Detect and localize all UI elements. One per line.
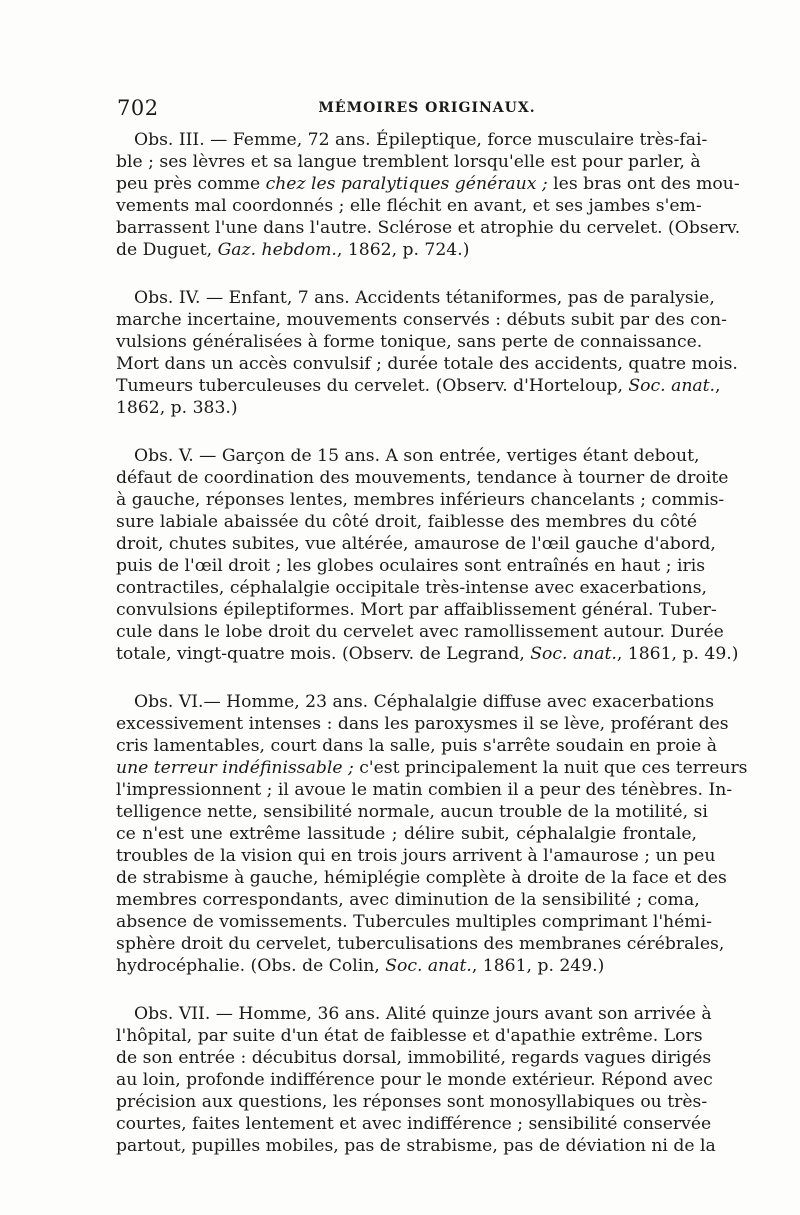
observation-vii bbox=[116, 1003, 716, 1157]
text-line: vulsions généralisées à forme tonique, sans perte de connaissance. bbox=[116, 332, 703, 352]
text-line: barrassent l'une dans l'autre. Sclérose et atrophie du cervelet. (Observ. bbox=[116, 218, 741, 238]
journal-title: Soc. anat. bbox=[530, 644, 617, 664]
text-line: au loin, profonde indifférence pour le monde extérieur. Répond avec bbox=[116, 1070, 713, 1090]
text-line: contractiles, céphalalgie occipitale très-intense avec exacerbations, bbox=[116, 578, 708, 598]
journal-title: Soc. anat. bbox=[385, 956, 472, 976]
text-line: l'impressionnent ; il avoue le matin combien il a peur des ténèbres. In- bbox=[116, 780, 733, 800]
text-line: défaut de coordination des mouvements, tendance à tourner de droite bbox=[116, 468, 729, 488]
text-line: convulsions épileptiformes. Mort par affaiblissement général. Tuber- bbox=[116, 600, 717, 620]
text-line: Obs. VI.— Homme, 23 ans. Céphalalgie diffuse avec exacerbations bbox=[134, 692, 715, 712]
italic-phrase: une terreur indéfinissable ; bbox=[116, 758, 354, 778]
running-title: MÉMOIRES ORIGINAUX. bbox=[318, 100, 536, 116]
text-line: sphère droit du cervelet, tuberculisations des membranes cérébrales, bbox=[116, 934, 725, 954]
text-line: de strabisme à gauche, hémiplégie complète à droite de la face et des bbox=[116, 868, 727, 888]
text-line: de son entrée : décubitus dorsal, immobilité, regards vagues dirigés bbox=[116, 1048, 712, 1068]
observation-vi bbox=[116, 691, 748, 977]
text-line: membres correspondants, avec diminution de la sensibilité ; coma, bbox=[116, 890, 700, 910]
text-line: droit, chutes subites, vue altérée, amaurose de l'œil gauche d'abord, bbox=[116, 534, 716, 554]
observation-iii bbox=[116, 129, 741, 261]
text-line: Obs. III. — Femme, 72 ans. Épileptique, force musculaire très-fai- bbox=[134, 130, 708, 150]
text-line: courtes, faites lentement et avec indifférence ; sensibilité conservée bbox=[116, 1114, 712, 1134]
text-line: cris lamentables, court dans la salle, puis s'arrête soudain en proie à bbox=[116, 736, 718, 756]
text-line: à gauche, réponses lentes, membres inférieurs chancelants ; commis- bbox=[116, 490, 725, 510]
observation-v bbox=[116, 445, 739, 665]
text-line: puis de l'œil droit ; les globes oculaires sont entraînés en haut ; iris bbox=[116, 556, 706, 576]
text-line: Obs. VII. — Homme, 36 ans. Alité quinze jours avant son arrivée à bbox=[134, 1004, 712, 1024]
text-line: telligence nette, sensibilité normale, aucun trouble de la motilité, si bbox=[116, 802, 708, 822]
running-head bbox=[117, 96, 697, 122]
page-number: 702 bbox=[117, 96, 159, 120]
text-line: Obs. V. — Garçon de 15 ans. A son entrée, vertiges étant debout, bbox=[134, 446, 700, 466]
text-line: peu près comme chez les paralytiques généraux ; les bras ont des mou- bbox=[116, 174, 740, 194]
text-line: ce n'est une extrême lassitude ; délire subit, céphalalgie frontale, bbox=[116, 824, 697, 844]
text-line: de Duguet, Gaz. hebdom., 1862, p. 724.) bbox=[116, 240, 470, 260]
text-line: ble ; ses lèvres et sa langue tremblent lorsqu'elle est pour parler, à bbox=[116, 152, 701, 172]
body-text bbox=[116, 129, 748, 1157]
text-line: précision aux questions, les réponses sont monosyllabiques ou très- bbox=[116, 1092, 708, 1112]
text-line: excessivement intenses : dans les paroxysmes il se lève, proférant des bbox=[116, 714, 729, 734]
text-line: Tumeurs tuberculeuses du cervelet. (Observ. d'Horteloup, Soc. anat., bbox=[116, 376, 721, 396]
observation-iv bbox=[116, 287, 738, 419]
text-line: l'hôpital, par suite d'un état de faiblesse et d'apathie extrême. Lors bbox=[116, 1026, 703, 1046]
text-line: absence de vomissements. Tubercules multiples comprimant l'hémi- bbox=[116, 912, 712, 932]
text-line: marche incertaine, mouvements conservés : débuts subit par des con- bbox=[116, 310, 727, 330]
text-line: vements mal coordonnés ; elle fléchit en avant, et ses jambes s'em- bbox=[116, 196, 702, 216]
text-line: cule dans le lobe droit du cervelet avec ramollissement autour. Durée bbox=[116, 622, 724, 642]
text-line: sure labiale abaissée du côté droit, faiblesse des membres du côté bbox=[116, 512, 697, 532]
journal-title: Soc. anat. bbox=[628, 376, 715, 396]
text-line: Obs. IV. — Enfant, 7 ans. Accidents tétaniformes, pas de paralysie, bbox=[134, 288, 715, 308]
italic-phrase: chez les paralytiques généraux ; bbox=[265, 174, 548, 194]
text-line: une terreur indéfinissable ; c'est principalement la nuit que ces terreurs bbox=[116, 758, 748, 778]
journal-title: Gaz. hebdom. bbox=[217, 240, 337, 260]
text-line: 1862, p. 383.) bbox=[116, 398, 238, 418]
text-line: troubles de la vision qui en trois jours arrivent à l'amaurose ; un peu bbox=[116, 846, 716, 866]
text-line: Mort dans un accès convulsif ; durée totale des accidents, quatre mois. bbox=[116, 354, 738, 374]
text-line: totale, vingt-quatre mois. (Observ. de Legrand, Soc. anat., 1861, p. 49.) bbox=[116, 644, 739, 664]
text-line: hydrocéphalie. (Obs. de Colin, Soc. anat., 1861, p. 249.) bbox=[116, 956, 605, 976]
text-line: partout, pupilles mobiles, pas de strabisme, pas de déviation ni de la bbox=[116, 1136, 716, 1156]
